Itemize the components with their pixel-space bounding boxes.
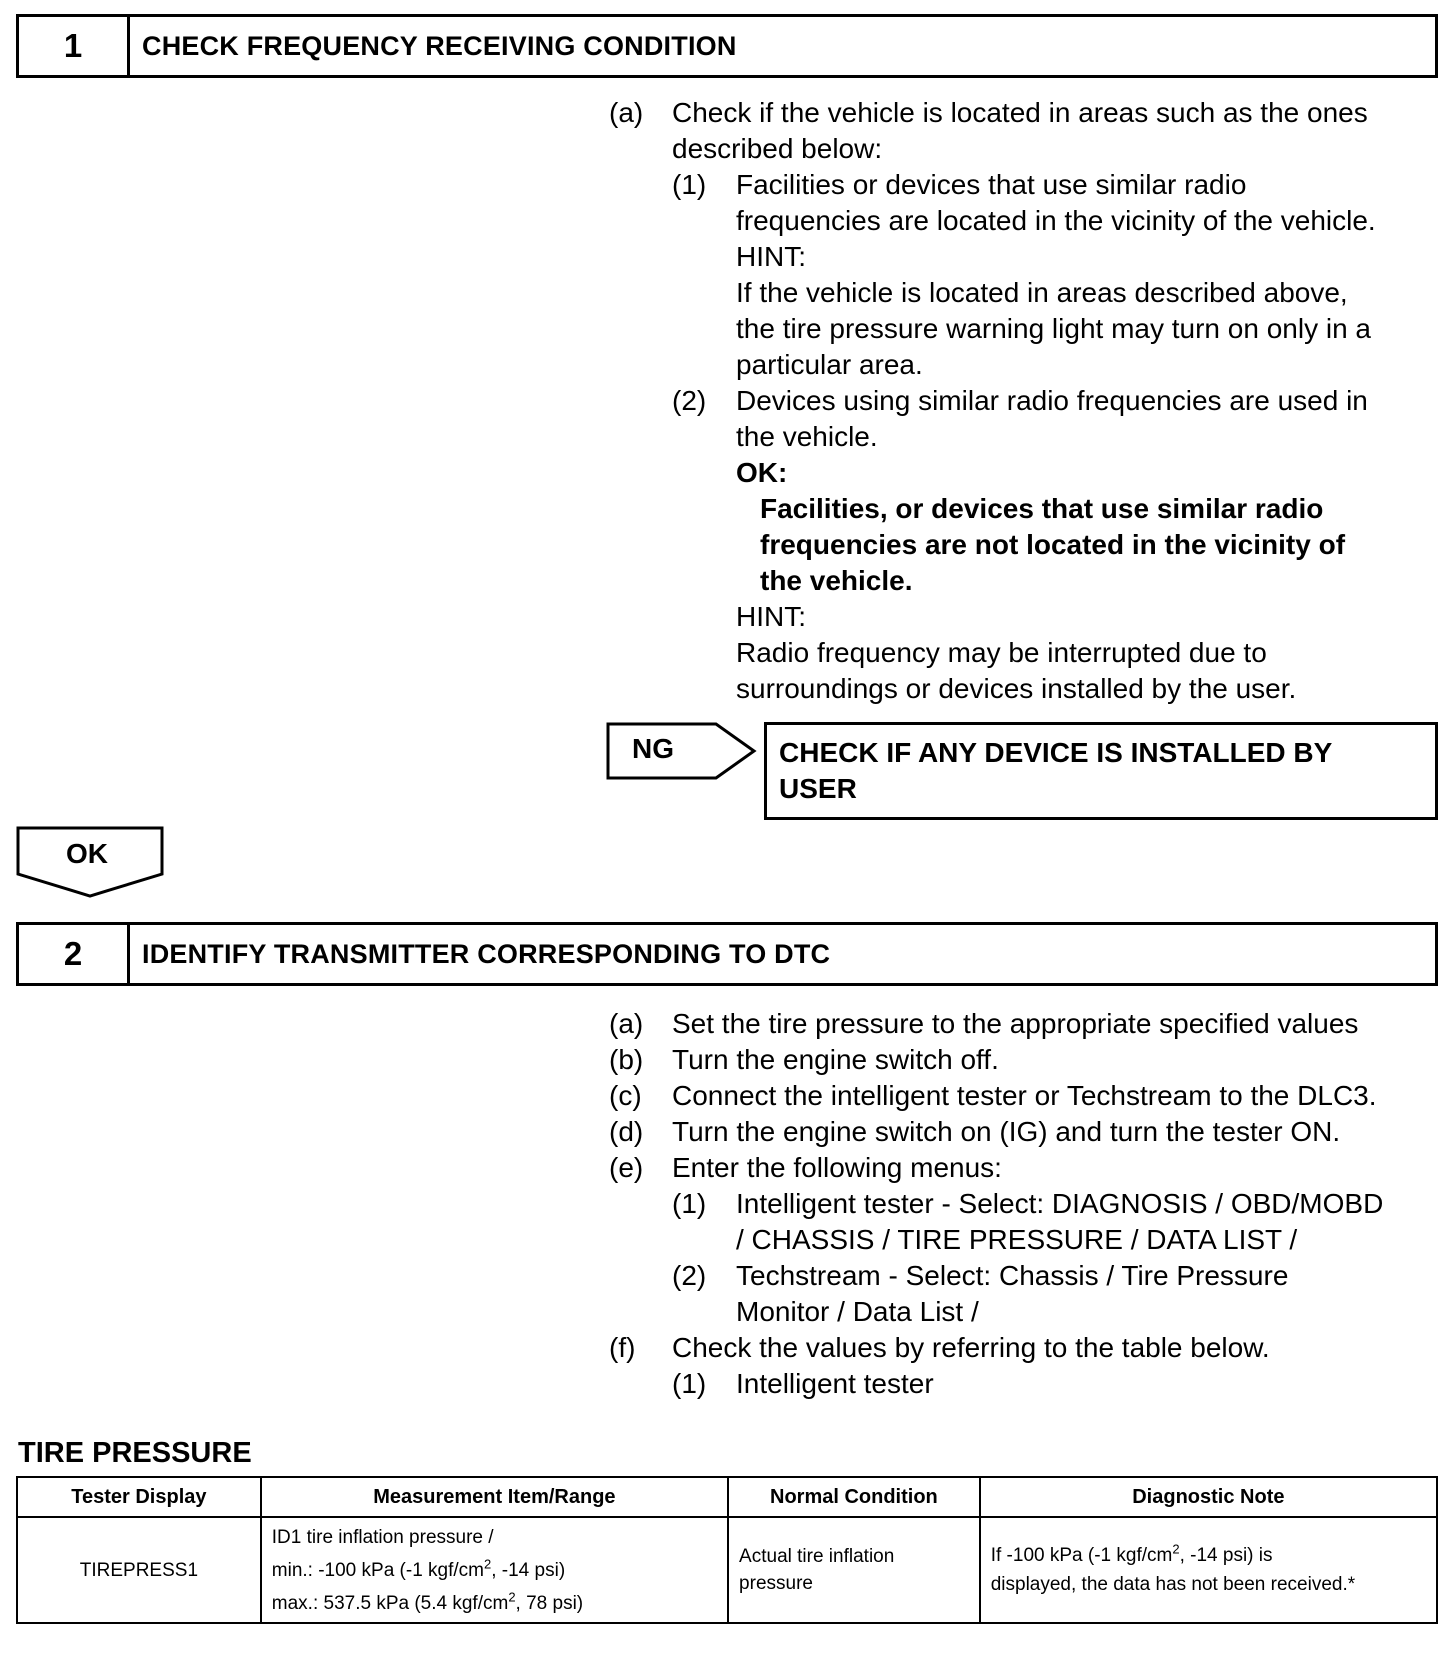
hint-label: HINT: — [736, 241, 806, 272]
ok-spec: frequencies are not located in the vicinity of — [760, 529, 1346, 560]
hint-text: the tire pressure warning light may turn on only in a — [736, 313, 1371, 344]
item-label: (f) — [609, 1332, 636, 1363]
cell-line — [991, 1541, 1426, 1570]
item-text: described below: — [672, 133, 883, 164]
cell-line: ID1 tire inflation pressure / — [271, 1526, 494, 1548]
item-text: Intelligent tester — [736, 1368, 934, 1399]
item-text: Check the values by referring to the table below. — [672, 1332, 1270, 1363]
table-title: TIRE PRESSURE — [18, 1437, 252, 1469]
ng-arrow-icon — [606, 722, 758, 780]
item-label: (1) — [672, 1188, 707, 1219]
cell-line: displayed, the data has not been received.* — [990, 1574, 1356, 1595]
item-text: frequencies are located in the vicinity of the vehicle. — [736, 205, 1376, 236]
item-label: (e) — [609, 1152, 644, 1183]
cell-tester-display: TIREPRESS1 — [17, 1517, 261, 1623]
cell-normal-condition — [728, 1517, 980, 1623]
table-row — [17, 1517, 1437, 1623]
item-text: Check if the vehicle is located in areas such as the ones — [672, 97, 1368, 128]
cell-diagnostic-note — [980, 1517, 1437, 1623]
step-title: CHECK FREQUENCY RECEIVING CONDITION — [142, 30, 737, 61]
column-header: Diagnostic Note — [980, 1477, 1437, 1517]
ng-result-line: USER — [779, 773, 857, 804]
cell-text: max.: 537.5 kPa (5.4 kgf/cm — [271, 1592, 509, 1614]
cell-text: , -14 psi) is — [1179, 1545, 1273, 1566]
item-text: / CHASSIS / TIRE PRESSURE / DATA LIST / — [736, 1224, 1298, 1255]
step-number: 1 — [19, 17, 130, 75]
ok-tag-label: OK — [66, 838, 108, 869]
cell-line — [272, 1587, 717, 1620]
item-text: Facilities or devices that use similar radio — [736, 169, 1247, 200]
item-label: (1) — [672, 169, 707, 200]
ok-label: OK: — [736, 457, 788, 488]
superscript: 2 — [484, 1556, 492, 1572]
cell-text: , 78 psi) — [515, 1592, 584, 1614]
item-text: Connect the intelligent tester or Techstream to the DLC3. — [672, 1080, 1377, 1111]
item-text: Set the tire pressure to the appropriate specified values — [672, 1008, 1359, 1039]
item-label: (a) — [609, 97, 644, 128]
column-header: Measurement Item/Range — [261, 1477, 728, 1517]
item-label: (2) — [672, 385, 707, 416]
ng-tag-label: NG — [632, 733, 674, 764]
cell-line: pressure — [739, 1573, 813, 1594]
item-label: (a) — [609, 1008, 644, 1039]
cell-measurement-item — [261, 1517, 728, 1623]
item-text: Devices using similar radio frequencies are used in — [736, 385, 1368, 416]
item-label: (1) — [672, 1368, 707, 1399]
cell-line — [272, 1554, 717, 1587]
hint-text: particular area. — [736, 349, 923, 380]
item-text: Enter the following menus: — [672, 1152, 1002, 1183]
ok-spec: the vehicle. — [760, 565, 913, 596]
cell-text: If -100 kPa (-1 kgf/cm — [990, 1545, 1173, 1566]
hint-text: If the vehicle is located in areas described above, — [736, 277, 1348, 308]
superscript: 2 — [508, 1589, 516, 1605]
item-label: (d) — [609, 1116, 644, 1147]
cell-text: min.: -100 kPa (-1 kgf/cm — [271, 1559, 484, 1581]
column-header: Tester Display — [17, 1477, 261, 1517]
data-list-table — [16, 1476, 1438, 1624]
cell-text: , -14 psi) — [491, 1559, 566, 1581]
superscript: 2 — [1172, 1541, 1180, 1557]
item-text: Turn the engine switch on (IG) and turn the tester ON. — [672, 1116, 1341, 1147]
ng-result-line: CHECK IF ANY DEVICE IS INSTALLED BY — [779, 737, 1333, 768]
hint-text: surroundings or devices installed by the user. — [736, 673, 1297, 704]
step-title: IDENTIFY TRANSMITTER CORRESPONDING TO DTC — [142, 938, 831, 969]
item-text: Turn the engine switch off. — [672, 1044, 999, 1075]
item-label: (2) — [672, 1260, 707, 1291]
item-text: Techstream - Select: Chassis / Tire Pressure — [736, 1260, 1289, 1291]
item-label: (b) — [609, 1044, 644, 1075]
hint-text: Radio frequency may be interrupted due to — [736, 637, 1267, 668]
cell-line: Actual tire inflation — [739, 1546, 895, 1567]
item-text: the vehicle. — [736, 421, 878, 452]
item-label: (c) — [609, 1080, 642, 1111]
hint-label: HINT: — [736, 601, 806, 632]
item-text: Monitor / Data List / — [736, 1296, 979, 1327]
ok-spec: Facilities, or devices that use similar radio — [760, 493, 1324, 524]
step-1-header — [16, 14, 1438, 78]
column-header: Normal Condition — [728, 1477, 980, 1517]
table-header-row — [17, 1477, 1437, 1517]
step-2-header — [16, 922, 1438, 986]
step-number: 2 — [19, 925, 130, 983]
ng-result-box — [764, 722, 1438, 820]
item-text: Intelligent tester - Select: DIAGNOSIS / OBD/MOBD — [736, 1188, 1384, 1219]
